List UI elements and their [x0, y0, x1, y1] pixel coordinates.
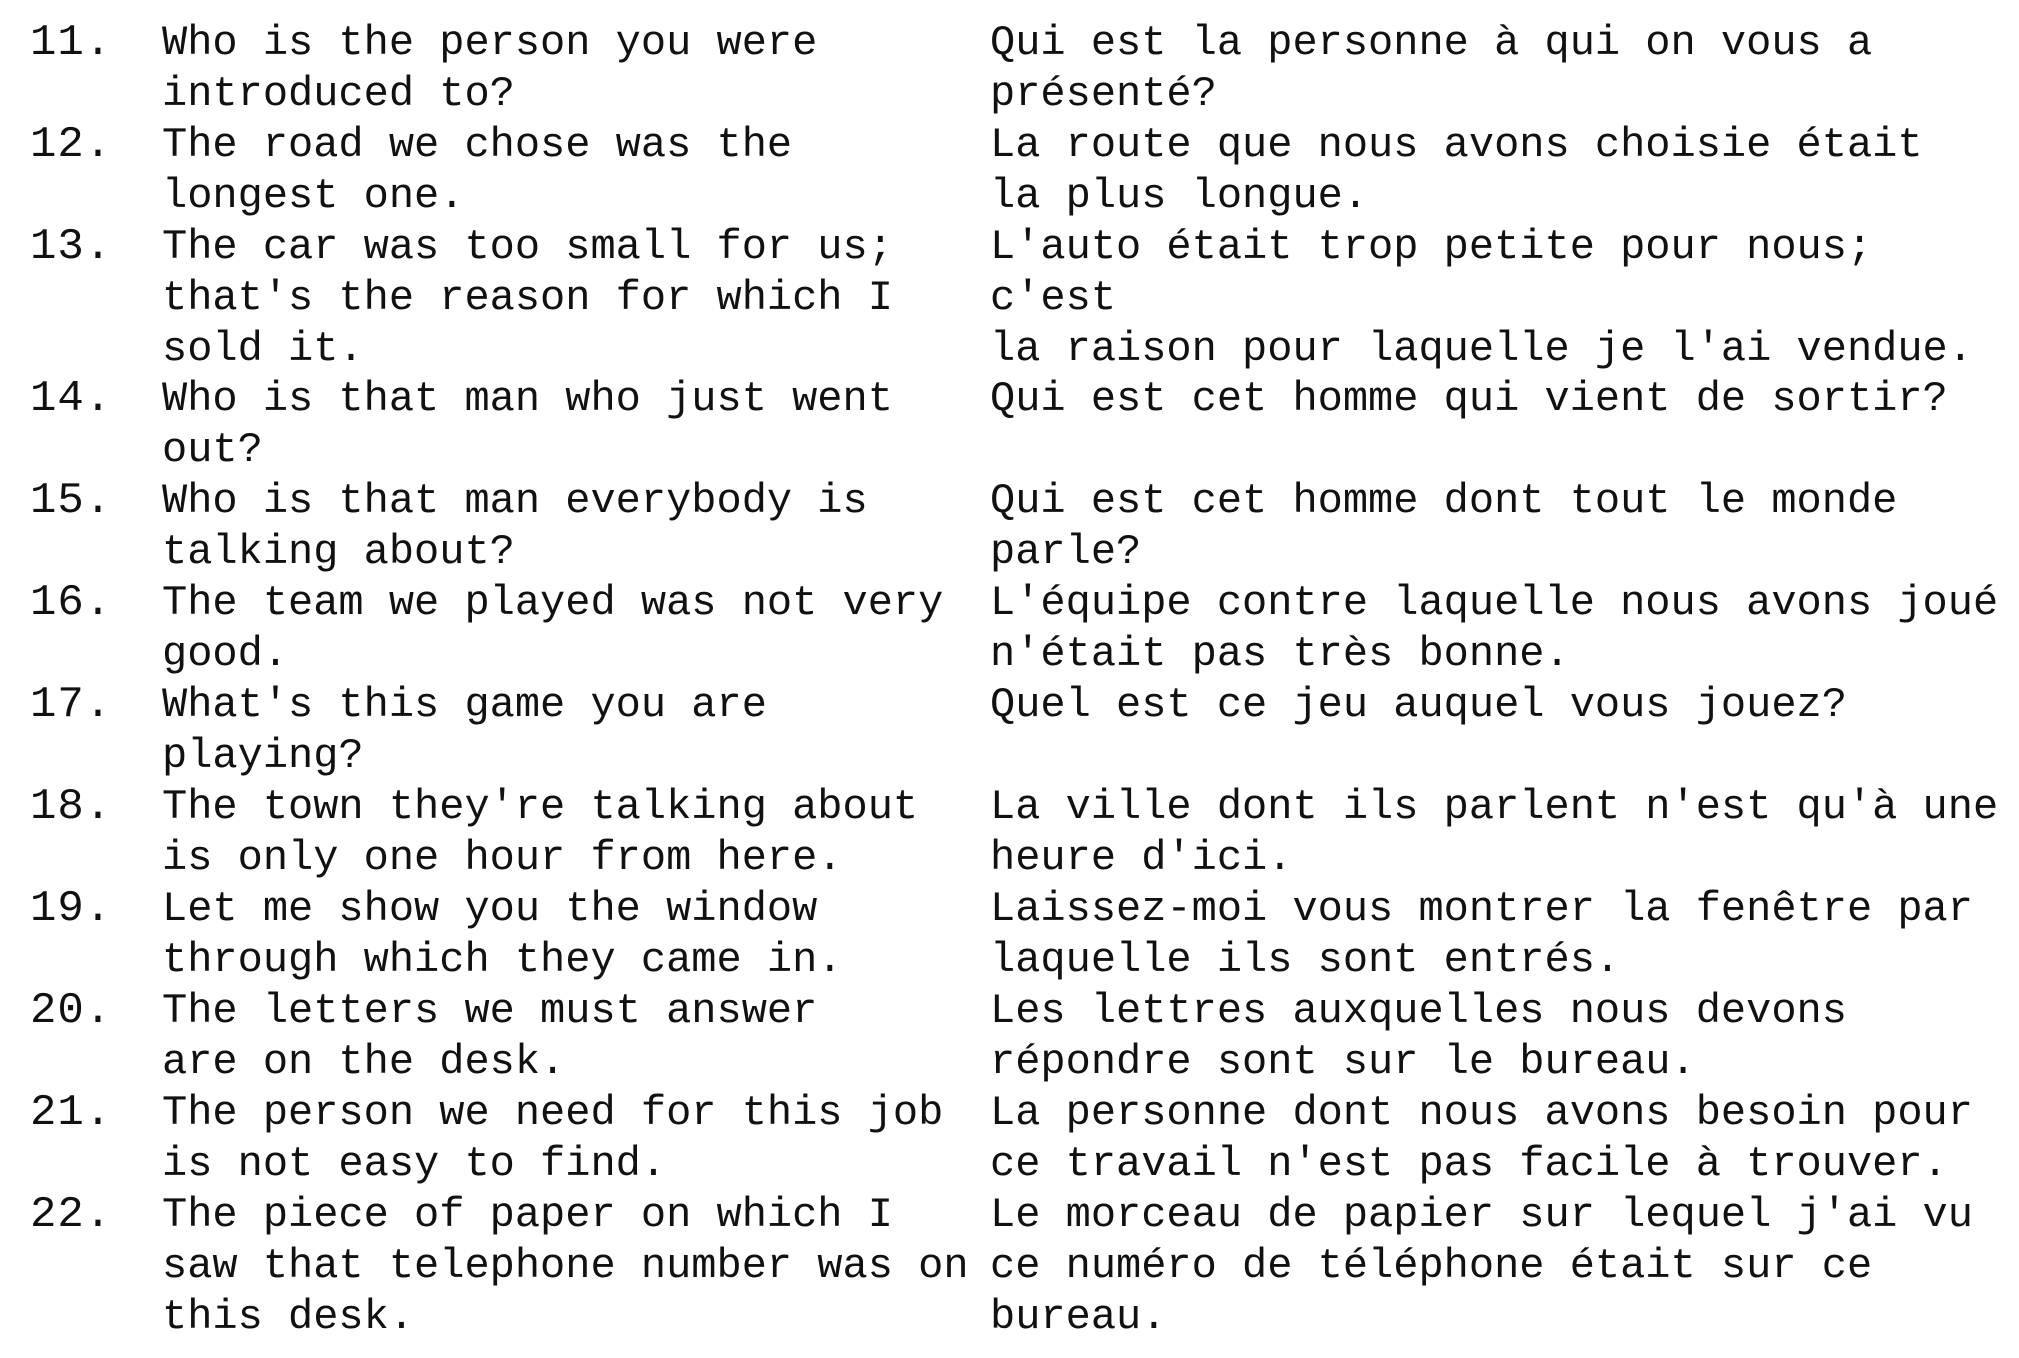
french-sentence: Qui est cet homme qui vient de sortir? — [990, 375, 1948, 423]
item-number: 15. — [30, 476, 113, 526]
item-number: 19. — [30, 884, 113, 934]
english-sentence: The team we played was not very good. — [162, 579, 944, 678]
french-sentence: La ville dont ils parlent n'est qu'à une heure d'ici. — [990, 783, 1999, 882]
item-number: 14. — [30, 374, 113, 424]
english-sentence: The person we need for this job is not easy to find. — [162, 1089, 944, 1188]
item-number: 16. — [30, 578, 113, 628]
french-sentence: Qui est cet homme dont tout le monde parle? — [990, 477, 1898, 576]
english-sentence: Let me show you the window through which they came in. — [162, 885, 843, 984]
item-number: 18. — [30, 782, 113, 832]
french-sentence: Qui est la personne à qui on vous a présenté? — [990, 19, 1873, 118]
item-number: 11. — [30, 18, 113, 68]
english-sentence: The town they're talking about is only one hour from here. — [162, 783, 919, 882]
item-number: 17. — [30, 680, 113, 730]
english-sentence: Who is that man everybody is talking about? — [162, 477, 868, 576]
french-sentence: Les lettres auxquelles nous devons répondre sont sur le bureau. — [990, 987, 1847, 1086]
english-sentence: The car was too small for us; that's the reason for which I sold it. — [162, 223, 893, 373]
french-sentence: Laissez-moi vous montrer la fenêtre par laquelle ils sont entrés. — [990, 885, 1973, 984]
english-sentence: The piece of paper on which I saw that telephone number was on this desk. — [162, 1191, 969, 1341]
item-number: 21. — [30, 1088, 113, 1138]
french-sentence: L'équipe contre laquelle nous avons joué n'était pas très bonne. — [990, 579, 1999, 678]
english-sentence: Who is that man who just went out? — [162, 375, 893, 474]
french-sentence: L'auto était trop petite pour nous; c'est la raison pour laquelle je l'ai vendue. — [990, 223, 1973, 373]
french-sentence: La personne dont nous avons besoin pour ce travail n'est pas facile à trouver. — [990, 1089, 1973, 1188]
english-sentence: The letters we must answer are on the desk. — [162, 987, 818, 1086]
item-number: 20. — [30, 986, 113, 1036]
english-sentence: The road we chose was the longest one. — [162, 121, 793, 220]
item-number: 22. — [30, 1190, 113, 1240]
item-number: 13. — [30, 222, 113, 272]
item-number: 12. — [30, 120, 113, 170]
french-sentence: Quel est ce jeu auquel vous jouez? — [990, 681, 1847, 729]
french-sentence: La route que nous avons choisie était la plus longue. — [990, 121, 1923, 220]
english-sentence: Who is the person you were introduced to? — [162, 19, 818, 118]
english-sentence: What's this game you are playing? — [162, 681, 767, 780]
french-sentence: Le morceau de papier sur lequel j'ai vu ce numéro de téléphone était sur ce bureau. — [990, 1191, 1973, 1341]
